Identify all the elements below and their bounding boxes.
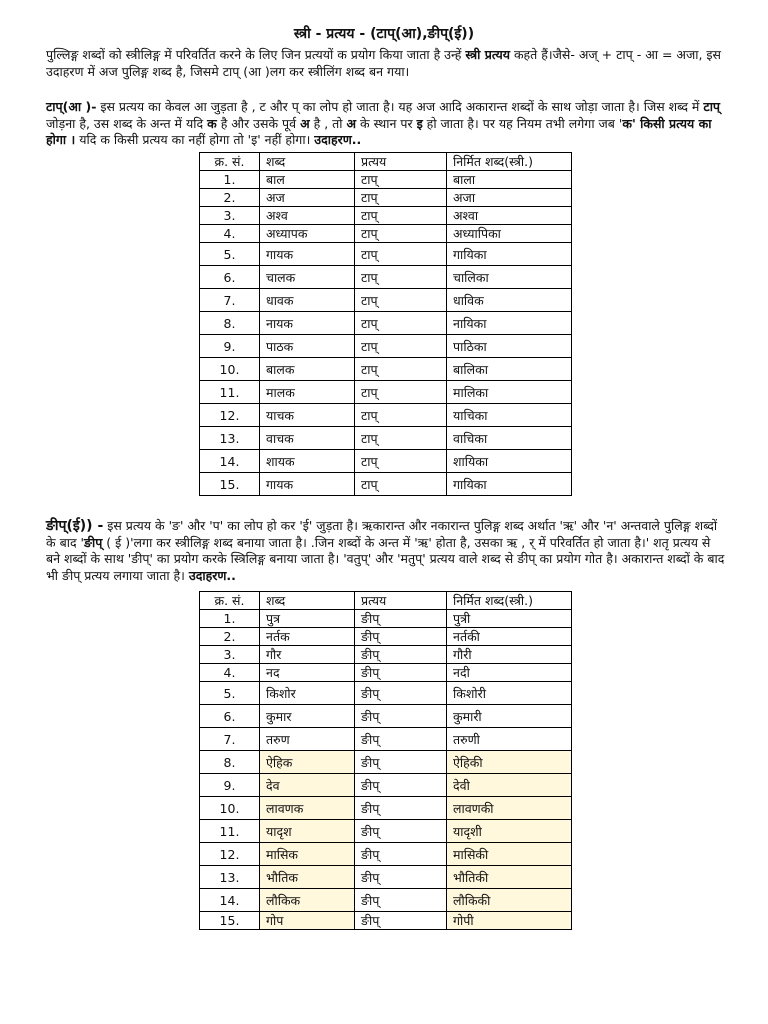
cell-serial: 5. xyxy=(200,243,260,266)
cell-suffix: टाप् xyxy=(355,381,447,404)
header-serial: क्र. सं. xyxy=(200,153,260,171)
table-row xyxy=(200,225,572,243)
table-row xyxy=(200,266,572,289)
cell-word: अज xyxy=(260,189,355,207)
cell-formed-word: यादृशी xyxy=(447,820,572,843)
cell-suffix: टाप् xyxy=(355,404,447,427)
cell-suffix: ङीप् xyxy=(355,843,447,866)
table-row xyxy=(200,664,572,682)
page-title: स्त्री - प्रत्यय - (टाप्(आ),ङीप्(ई)) xyxy=(293,26,475,42)
table-header-row xyxy=(200,592,572,610)
cell-serial: 13. xyxy=(200,866,260,889)
cell-suffix: ङीप् xyxy=(355,682,447,705)
cell-word: याचक xyxy=(260,404,355,427)
nip-heading: ङीप्(ई)) - xyxy=(46,518,104,534)
cell-formed-word: नर्तकी xyxy=(447,628,572,646)
cell-word: देव xyxy=(260,774,355,797)
cell-serial: 13. xyxy=(200,427,260,450)
cell-suffix: टाप् xyxy=(355,358,447,381)
header-formed-word: निर्मित शब्द(स्त्री.) xyxy=(447,592,572,610)
table-row xyxy=(200,751,572,774)
cell-formed-word: देवी xyxy=(447,774,572,797)
table-row xyxy=(200,450,572,473)
cell-formed-word: पाठिका xyxy=(447,335,572,358)
cell-serial: 15. xyxy=(200,473,260,496)
header-suffix: प्रत्यय xyxy=(355,153,447,171)
cell-word: ऐहिक xyxy=(260,751,355,774)
cell-formed-word: शायिका xyxy=(447,450,572,473)
table-row xyxy=(200,189,572,207)
cell-formed-word: पुत्री xyxy=(447,610,572,628)
cell-serial: 2. xyxy=(200,628,260,646)
cell-word: धावक xyxy=(260,289,355,312)
cell-formed-word: मालिका xyxy=(447,381,572,404)
header-word: शब्द xyxy=(260,592,355,610)
cell-serial: 3. xyxy=(200,646,260,664)
header-suffix: प्रत्यय xyxy=(355,592,447,610)
table-row xyxy=(200,820,572,843)
cell-word: लौकिक xyxy=(260,889,355,912)
cell-serial: 8. xyxy=(200,751,260,774)
cell-suffix: ङीप् xyxy=(355,751,447,774)
table-row xyxy=(200,646,572,664)
cell-word: शायक xyxy=(260,450,355,473)
cell-word: चालक xyxy=(260,266,355,289)
cell-serial: 12. xyxy=(200,404,260,427)
cell-word: मासिक xyxy=(260,843,355,866)
cell-suffix: टाप् xyxy=(355,171,447,189)
cell-serial: 12. xyxy=(200,843,260,866)
cell-suffix: टाप् xyxy=(355,427,447,450)
cell-formed-word: नदी xyxy=(447,664,572,682)
cell-suffix: ङीप् xyxy=(355,866,447,889)
table-row xyxy=(200,705,572,728)
table-row xyxy=(200,728,572,751)
cell-suffix: टाप् xyxy=(355,450,447,473)
cell-word: अश्व xyxy=(260,207,355,225)
cell-formed-word: अजा xyxy=(447,189,572,207)
tap-examples-table xyxy=(199,152,572,496)
cell-suffix: ङीप् xyxy=(355,820,447,843)
table-row xyxy=(200,404,572,427)
cell-serial: 11. xyxy=(200,381,260,404)
cell-word: नद xyxy=(260,664,355,682)
cell-serial: 9. xyxy=(200,774,260,797)
cell-suffix: टाप् xyxy=(355,289,447,312)
cell-formed-word: मासिकी xyxy=(447,843,572,866)
table-row xyxy=(200,797,572,820)
cell-serial: 8. xyxy=(200,312,260,335)
cell-suffix: टाप् xyxy=(355,243,447,266)
cell-serial: 6. xyxy=(200,266,260,289)
cell-serial: 1. xyxy=(200,610,260,628)
cell-suffix: ङीप् xyxy=(355,664,447,682)
cell-formed-word: गोपी xyxy=(447,912,572,930)
cell-formed-word: बालिका xyxy=(447,358,572,381)
table-row xyxy=(200,358,572,381)
cell-formed-word: ऐहिकी xyxy=(447,751,572,774)
cell-serial: 5. xyxy=(200,682,260,705)
table-row xyxy=(200,610,572,628)
cell-suffix: ङीप् xyxy=(355,889,447,912)
cell-serial: 7. xyxy=(200,728,260,751)
cell-word: बालक xyxy=(260,358,355,381)
cell-word: कुमार xyxy=(260,705,355,728)
table-row xyxy=(200,335,572,358)
cell-suffix: ङीप् xyxy=(355,912,447,930)
cell-formed-word: नायिका xyxy=(447,312,572,335)
cell-word: नायक xyxy=(260,312,355,335)
cell-formed-word: याचिका xyxy=(447,404,572,427)
table-row xyxy=(200,312,572,335)
header-serial: क्र. सं. xyxy=(200,592,260,610)
cell-formed-word: बाला xyxy=(447,171,572,189)
cell-serial: 11. xyxy=(200,820,260,843)
cell-serial: 9. xyxy=(200,335,260,358)
nip-examples-table xyxy=(199,591,572,930)
cell-serial: 15. xyxy=(200,912,260,930)
cell-suffix: टाप् xyxy=(355,189,447,207)
cell-formed-word: भौतिकी xyxy=(447,866,572,889)
cell-suffix: टाप् xyxy=(355,312,447,335)
cell-formed-word: लौकिकी xyxy=(447,889,572,912)
cell-suffix: ङीप् xyxy=(355,628,447,646)
cell-formed-word: किशोरी xyxy=(447,682,572,705)
table-row xyxy=(200,243,572,266)
cell-word: लावणक xyxy=(260,797,355,820)
cell-serial: 14. xyxy=(200,450,260,473)
cell-formed-word: अध्यापिका xyxy=(447,225,572,243)
cell-word: मालक xyxy=(260,381,355,404)
tap-heading: टाप्(आ )- xyxy=(46,99,97,114)
cell-serial: 14. xyxy=(200,889,260,912)
cell-word: तरुण xyxy=(260,728,355,751)
table-row xyxy=(200,381,572,404)
table-row xyxy=(200,682,572,705)
cell-word: पाठक xyxy=(260,335,355,358)
cell-suffix: ङीप् xyxy=(355,705,447,728)
cell-serial: 1. xyxy=(200,171,260,189)
table-row xyxy=(200,774,572,797)
cell-formed-word: गौरी xyxy=(447,646,572,664)
cell-suffix: टाप् xyxy=(355,335,447,358)
cell-word: गौर xyxy=(260,646,355,664)
cell-formed-word: कुमारी xyxy=(447,705,572,728)
table-row xyxy=(200,473,572,496)
cell-suffix: टाप् xyxy=(355,207,447,225)
cell-formed-word: गायिका xyxy=(447,473,572,496)
cell-formed-word: अश्वा xyxy=(447,207,572,225)
cell-word: गायक xyxy=(260,243,355,266)
cell-serial: 6. xyxy=(200,705,260,728)
table-row xyxy=(200,889,572,912)
tap-description: टाप्(आ )- इस प्रत्यय का केवल आ जुड़ता है , ट और प् का लोप हो जाता है। यह अज आदि अकारान्त शब्दों के साथ जोड़ा जाता है। जिस शब्द में टाप् जोड़ना है, उस शब्द के अन्त में यदि क है और उसके पूर्व अ है , तो अ के स्थान पर इ हो जाता है। पर यह नियम तभी लगेगा जब 'क' किसी प्रत्यय का होगा । यदि क किसी प्रत्यय का नहीं होगा तो 'इ' नहीं होगा। उदाहरण.. xyxy=(46,99,721,147)
nip-description: ङीप्(ई)) - इस प्रत्यय के 'ङ' और 'प' का लोप हो कर 'ई' जुड़ता है। ऋकारान्त और नकारान्त पुलिङ्ग शब्द अर्थात 'ऋ' और 'न' अन्तवाले पुलिङ्ग शब्दों के बाद 'ङीप् ( ई )'लगा कर स्त्रीलिङ्ग शब्द बनाया जाता है। .जिन शब्दों के अन्त में 'ऋ' होता है, उसका ऋ , र् में परिवर्तित हो जाता है।' शतृ प्रत्यय से बने शब्दों के साथ 'ङीप्' का प्रयोग करके स्त्रिलिङ्ग बनाया जाता है। 'वतुप्' और 'मतुप्' प्रत्यय वाले शब्द से ङीप् का प्रयोग गोत है। अकारान्त शब्दों के बाद भी ङीप् प्रत्यय लगाया जाता है। उदाहरण.. xyxy=(46,518,725,583)
cell-suffix: ङीप् xyxy=(355,610,447,628)
cell-formed-word: तरुणी xyxy=(447,728,572,751)
cell-word: भौतिक xyxy=(260,866,355,889)
cell-suffix: ङीप् xyxy=(355,774,447,797)
cell-serial: 7. xyxy=(200,289,260,312)
cell-formed-word: धाविक xyxy=(447,289,572,312)
cell-word: यादृश xyxy=(260,820,355,843)
header-formed-word: निर्मित शब्द(स्त्री.) xyxy=(447,153,572,171)
cell-word: गोप xyxy=(260,912,355,930)
cell-formed-word: गायिका xyxy=(447,243,572,266)
cell-serial: 10. xyxy=(200,358,260,381)
table-row xyxy=(200,628,572,646)
cell-word: किशोर xyxy=(260,682,355,705)
cell-word: वाचक xyxy=(260,427,355,450)
table-row xyxy=(200,207,572,225)
table-row xyxy=(200,171,572,189)
cell-serial: 4. xyxy=(200,664,260,682)
cell-suffix: टाप् xyxy=(355,266,447,289)
cell-suffix: ङीप् xyxy=(355,797,447,820)
table-row xyxy=(200,289,572,312)
cell-serial: 4. xyxy=(200,225,260,243)
table-header-row xyxy=(200,153,572,171)
cell-serial: 10. xyxy=(200,797,260,820)
cell-word: नर्तक xyxy=(260,628,355,646)
header-word: शब्द xyxy=(260,153,355,171)
table-row xyxy=(200,912,572,930)
cell-word: अध्यापक xyxy=(260,225,355,243)
cell-formed-word: वाचिका xyxy=(447,427,572,450)
cell-serial: 2. xyxy=(200,189,260,207)
cell-word: गायक xyxy=(260,473,355,496)
table-row xyxy=(200,866,572,889)
table-row xyxy=(200,427,572,450)
intro-paragraph: पुल्लिङ्ग शब्दों को स्त्रीलिङ्ग में परिवर्तित करने के लिए जिन प्रत्ययों क प्रयोग किया जाता है उन्हें स्त्री प्रत्यय कहते हैं।जैसे- अज् + टाप् - आ = अजा, इस उदाहरण में अज पुलिङ्ग शब्द है, जिसमे टाप् (आ )लग कर स्त्रीलिंग शब्द बन गया। xyxy=(46,47,721,79)
cell-suffix: ङीप् xyxy=(355,728,447,751)
cell-serial: 3. xyxy=(200,207,260,225)
cell-suffix: टाप् xyxy=(355,473,447,496)
cell-word: पुत्र xyxy=(260,610,355,628)
cell-suffix: टाप् xyxy=(355,225,447,243)
cell-word: बाल xyxy=(260,171,355,189)
cell-formed-word: लावणकी xyxy=(447,797,572,820)
cell-formed-word: चालिका xyxy=(447,266,572,289)
table-row xyxy=(200,843,572,866)
cell-suffix: ङीप् xyxy=(355,646,447,664)
